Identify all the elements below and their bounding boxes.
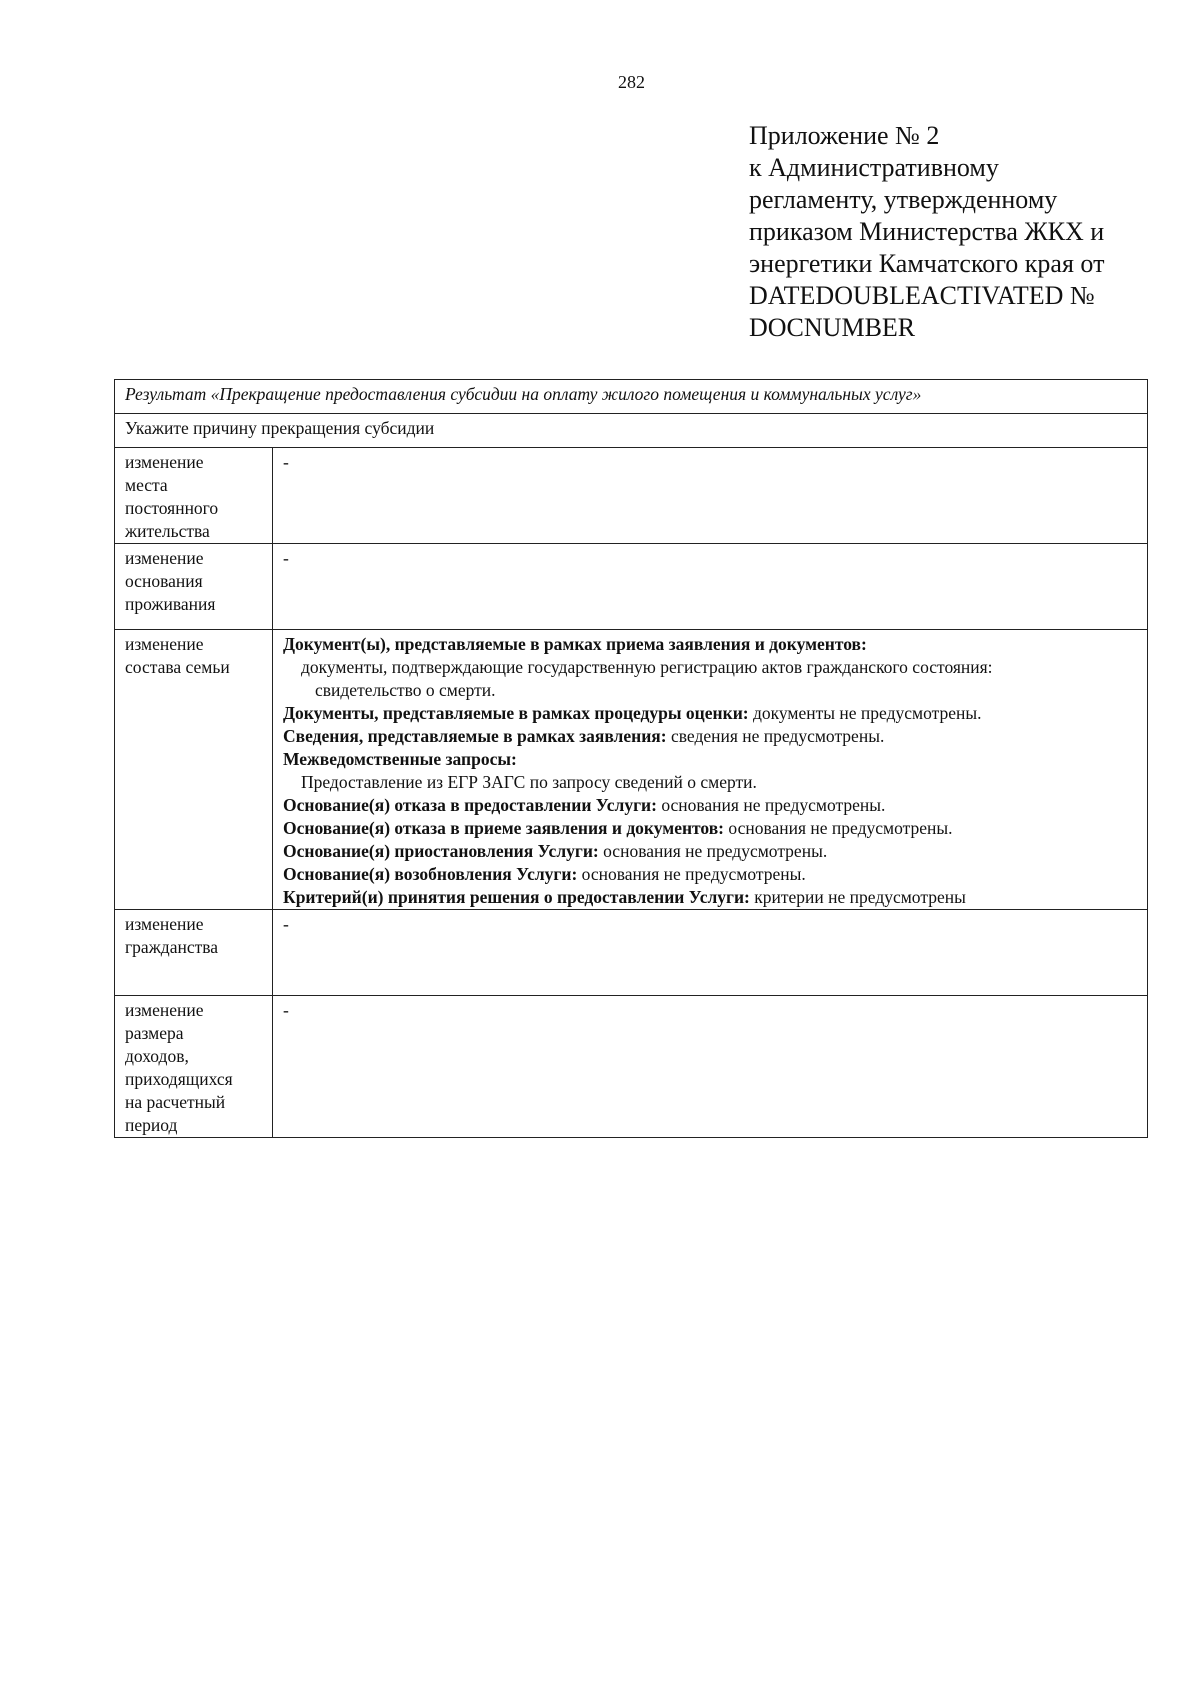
detail-value: основания не предусмотрены. <box>724 818 953 838</box>
detail-line <box>283 794 1137 817</box>
label-line: период <box>125 1115 178 1135</box>
detail-label: Основание(я) возобновления Услуги: <box>283 864 578 884</box>
detail-line <box>283 817 1137 840</box>
detail-value: сведения не предусмотрены. <box>666 726 885 746</box>
table-row <box>115 544 1148 630</box>
detail-label: Основание(я) приостановления Услуги: <box>283 841 599 861</box>
detail-value: документы не предусмотрены. <box>748 703 982 723</box>
detail-line <box>283 840 1137 863</box>
appendix-line: приказом Министерства ЖКХ и <box>749 217 1105 246</box>
result-title: Результат «Прекращение предоставления субсидии на оплату жилого помещения и коммунальных услуг» <box>115 380 1148 414</box>
interagency-heading: Межведомственные запросы: <box>283 749 517 769</box>
label-line: изменение <box>125 1000 204 1020</box>
detail-line <box>283 886 1137 909</box>
appendix-line: DATEDOUBLEACTIVATED № <box>749 281 1095 310</box>
label-line: изменение <box>125 634 204 654</box>
detail-label: Сведения, представляемые в рамках заявления: <box>283 726 667 746</box>
table-row <box>115 630 1148 910</box>
reason-label <box>115 448 273 544</box>
label-line: жительства <box>125 521 210 541</box>
appendix-line: регламенту, утвержденному <box>749 185 1058 214</box>
docs-heading: Документ(ы), представляемые в рамках приема заявления и документов: <box>283 634 867 654</box>
table-row <box>115 380 1148 414</box>
detail-label: Основание(я) отказа в приеме заявления и документов: <box>283 818 725 838</box>
label-line: размера <box>125 1023 184 1043</box>
table-row <box>115 448 1148 544</box>
reason-label <box>115 630 273 910</box>
docs-line: документы, подтверждающие государственную регистрацию актов гражданского состояния: <box>301 657 993 677</box>
detail-line <box>283 725 1137 748</box>
label-line: постоянного <box>125 498 219 518</box>
reason-content: - <box>273 448 1148 544</box>
reason-content: - <box>273 910 1148 996</box>
detail-label: Основание(я) отказа в предоставлении Услуги: <box>283 795 657 815</box>
label-line: места <box>125 475 168 495</box>
detail-value: основания не предусмотрены. <box>577 864 806 884</box>
table-row <box>115 996 1148 1138</box>
appendix-header <box>749 120 1169 344</box>
label-line: изменение <box>125 452 204 472</box>
docs-line: свидетельство о смерти. <box>315 680 496 700</box>
label-line: состава семьи <box>125 657 230 677</box>
table-row <box>115 414 1148 448</box>
detail-label: Критерий(и) принятия решения о предоставлении Услуги: <box>283 887 750 907</box>
label-line: основания <box>125 571 203 591</box>
label-line: изменение <box>125 914 204 934</box>
label-line: на расчетный <box>125 1092 226 1112</box>
detail-line <box>283 702 1137 725</box>
detail-label: Документы, представляемые в рамках процедуры оценки: <box>283 703 749 723</box>
reason-label <box>115 544 273 630</box>
detail-value: основания не предусмотрены. <box>656 795 886 815</box>
label-line: изменение <box>125 548 204 568</box>
result-table <box>114 379 1148 1138</box>
appendix-line: DOCNUMBER <box>749 313 916 342</box>
reason-prompt: Укажите причину прекращения субсидии <box>115 414 1148 448</box>
table-row <box>115 910 1148 996</box>
label-line: доходов, <box>125 1046 189 1066</box>
reason-content: - <box>273 996 1148 1138</box>
interagency-line: Предоставление из ЕГР ЗАГС по запросу сведений о смерти. <box>301 772 757 792</box>
family-change-details <box>273 630 1148 910</box>
detail-line <box>283 863 1137 886</box>
appendix-line: энергетики Камчатского края от <box>749 249 1105 278</box>
appendix-line: к Административному <box>749 153 999 182</box>
label-line: гражданства <box>125 937 219 957</box>
detail-value: основания не предусмотрены. <box>598 841 828 861</box>
detail-value: критерии не предусмотрены <box>749 887 966 907</box>
label-line: проживания <box>125 594 216 614</box>
reason-label <box>115 910 273 996</box>
appendix-line: Приложение № 2 <box>749 121 940 150</box>
reason-label <box>115 996 273 1138</box>
label-line: приходящихся <box>125 1069 233 1089</box>
reason-content: - <box>273 544 1148 630</box>
page-number: 282 <box>618 72 645 92</box>
